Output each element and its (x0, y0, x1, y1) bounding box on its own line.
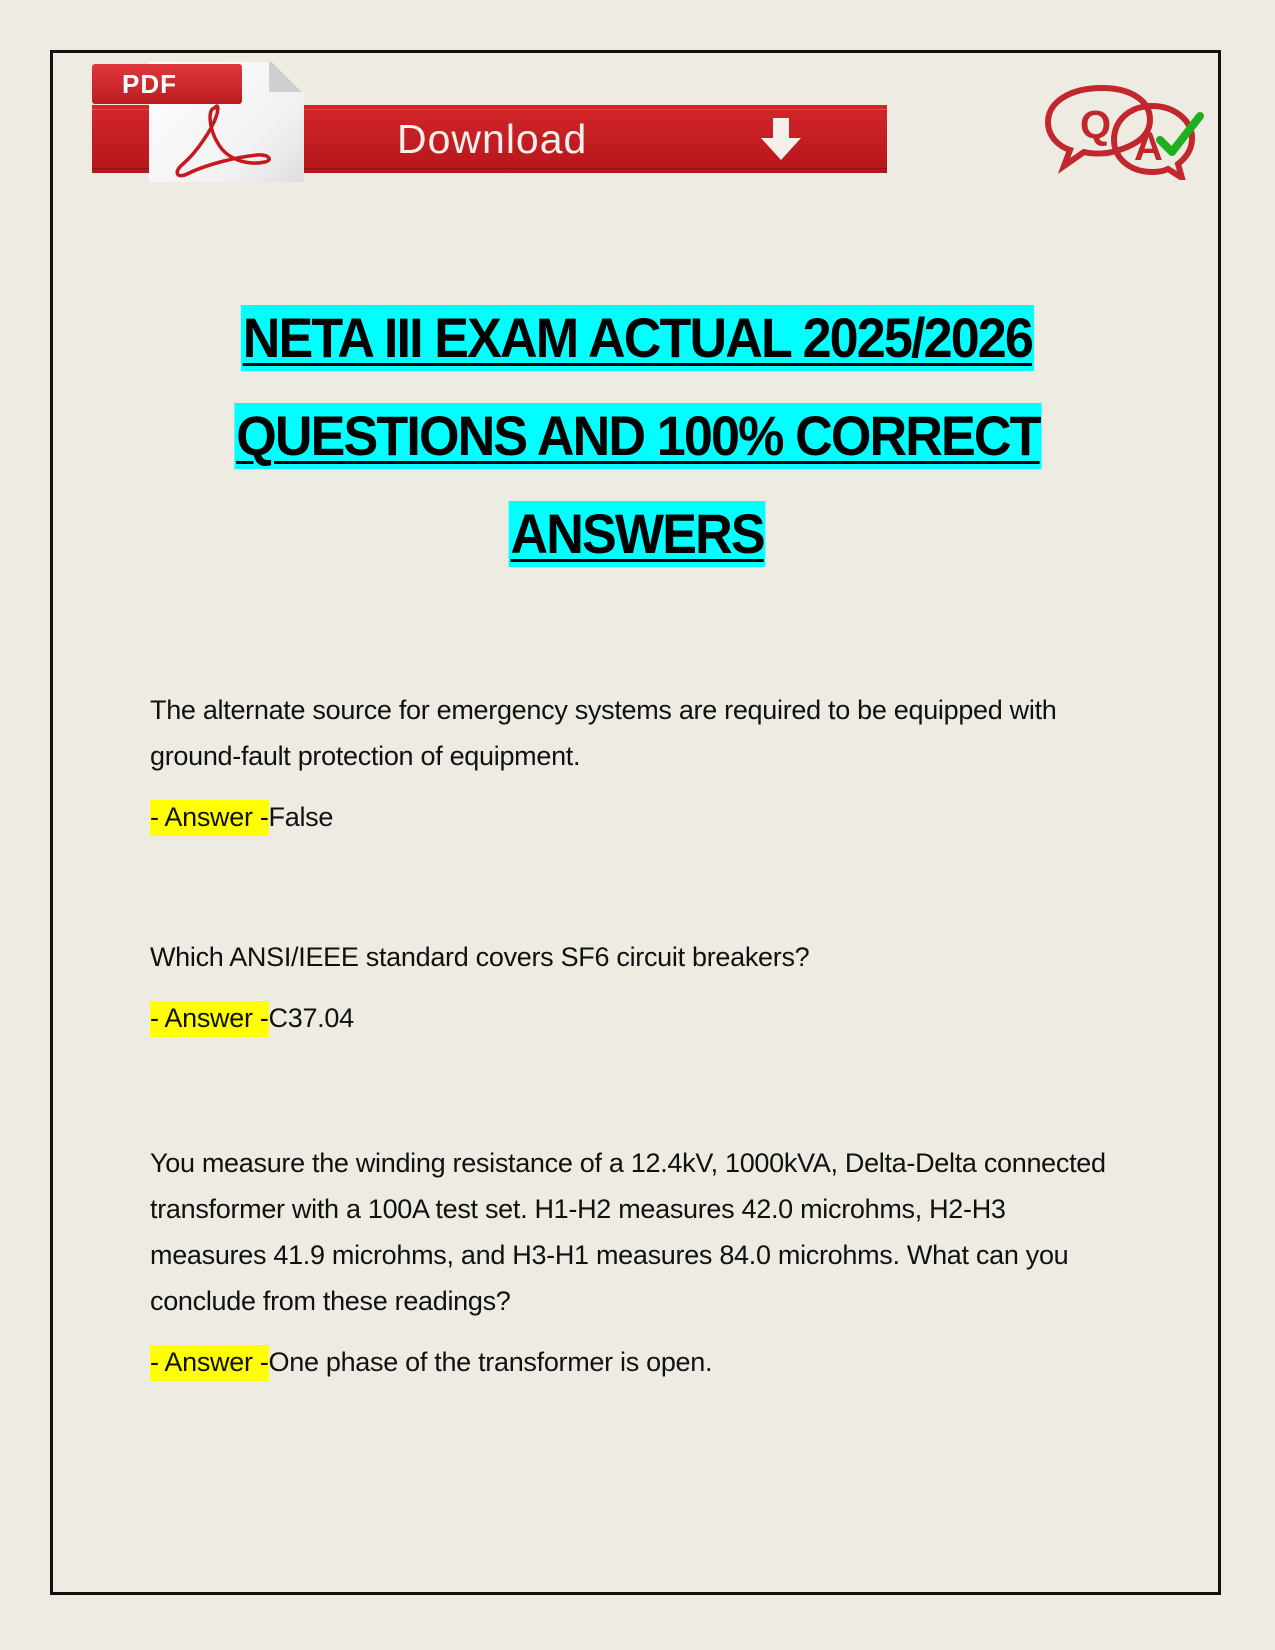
title-line-1: NETA III EXAM ACTUAL 2025/2026 (242, 306, 1033, 369)
answer-line (150, 1344, 1110, 1380)
answer-label: - Answer - (150, 1001, 269, 1037)
qa-item-1 (150, 687, 1110, 835)
acrobat-pdf-icon (157, 100, 297, 180)
answer-line (150, 1000, 1110, 1036)
qa-checkmark-icon (1040, 80, 1210, 180)
svg-text:A: A (1134, 125, 1163, 169)
down-arrow-icon (758, 116, 804, 162)
qa-item-3 (150, 1140, 1110, 1380)
answer-label: - Answer - (150, 1345, 269, 1381)
question-text: The alternate source for emergency systems are required to be equipped with ground-fault protection of equipment. (150, 695, 1057, 771)
svg-text:Q: Q (1080, 103, 1112, 147)
pdf-label: PDF (92, 64, 242, 104)
question-text: Which ANSI/IEEE standard covers SF6 circuit breakers? (150, 942, 810, 972)
title-line-3: ANSWERS (510, 502, 765, 565)
answer-label: - Answer - (150, 800, 269, 836)
question-text: You measure the winding resistance of a 12.4kV, 1000kVA, Delta-Delta connected transformer with a 100A test set. H1-H2 measures 42.0 microhms, H2-H3 measures 41.9 microhms, and H3-H1 measures 84.0 microhms. What can you conclude from these readings? (150, 1148, 1106, 1316)
title-line-2: QUESTIONS AND 100% CORRECT (235, 404, 1040, 467)
qa-item-2 (150, 934, 1110, 1036)
document-title (150, 305, 1125, 599)
answer-text: One phase of the transformer is open. (268, 1347, 713, 1377)
pdf-download-banner[interactable] (92, 60, 887, 185)
download-label: Download (397, 116, 588, 162)
answer-line (150, 799, 1110, 835)
answer-text: False (268, 802, 334, 832)
page-fold-corner (269, 62, 304, 92)
answer-text: C37.04 (268, 1003, 354, 1033)
